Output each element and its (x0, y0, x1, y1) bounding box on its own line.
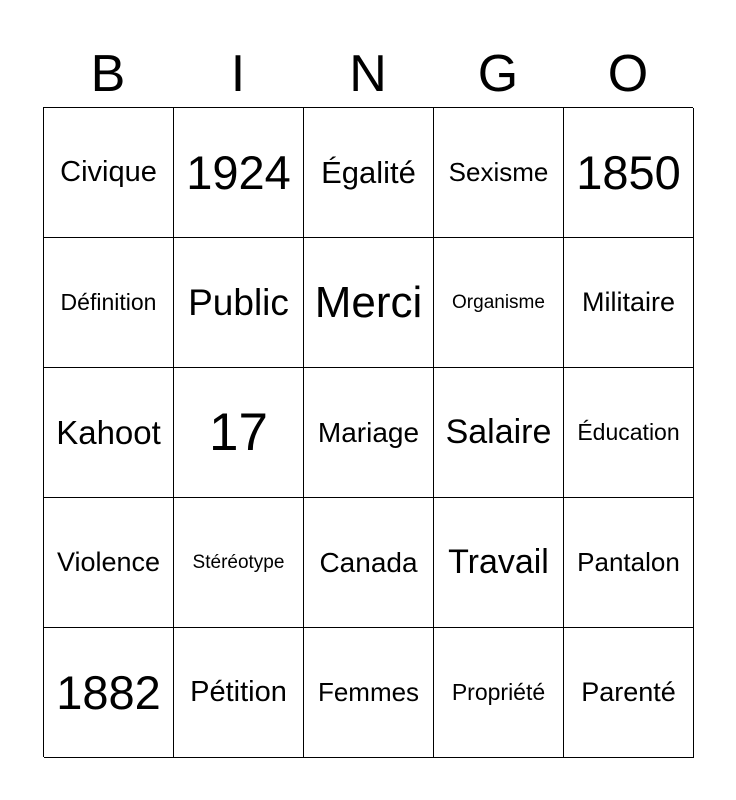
bingo-cell[interactable]: Mariage (304, 368, 434, 498)
bingo-cell[interactable]: 17 (174, 368, 304, 498)
bingo-cell[interactable]: Stéréotype (174, 498, 304, 628)
bingo-cell[interactable]: Violence (44, 498, 174, 628)
header-letter-b: B (90, 45, 126, 103)
header-letter-o: O (607, 45, 649, 103)
bingo-cell[interactable]: Civique (44, 108, 174, 238)
bingo-cell[interactable]: Merci (304, 238, 434, 368)
header-letter-g: G (477, 45, 519, 103)
bingo-board (43, 107, 693, 757)
bingo-cell[interactable]: Parenté (564, 628, 694, 758)
bingo-cell[interactable]: Militaire (564, 238, 694, 368)
bingo-header (43, 40, 693, 108)
bingo-cell[interactable]: Sexisme (434, 108, 564, 238)
bingo-cell[interactable]: Salaire (434, 368, 564, 498)
bingo-cell[interactable]: Éducation (564, 368, 694, 498)
bingo-cell[interactable]: 1924 (174, 108, 304, 238)
bingo-cell[interactable]: Égalité (304, 108, 434, 238)
bingo-cell[interactable]: Propriété (434, 628, 564, 758)
header-letter-n: N (349, 45, 387, 103)
bingo-cell[interactable]: Kahoot (44, 368, 174, 498)
bingo-cell[interactable]: 1850 (564, 108, 694, 238)
bingo-cell[interactable]: 1882 (44, 628, 174, 758)
bingo-cell[interactable]: Définition (44, 238, 174, 368)
bingo-cell[interactable]: Canada (304, 498, 434, 628)
bingo-cell[interactable]: Femmes (304, 628, 434, 758)
bingo-cell[interactable]: Pétition (174, 628, 304, 758)
bingo-cell[interactable]: Pantalon (564, 498, 694, 628)
bingo-cell[interactable]: Organisme (434, 238, 564, 368)
bingo-cell[interactable]: Travail (434, 498, 564, 628)
bingo-cell[interactable]: Public (174, 238, 304, 368)
header-letter-i: I (230, 45, 246, 103)
